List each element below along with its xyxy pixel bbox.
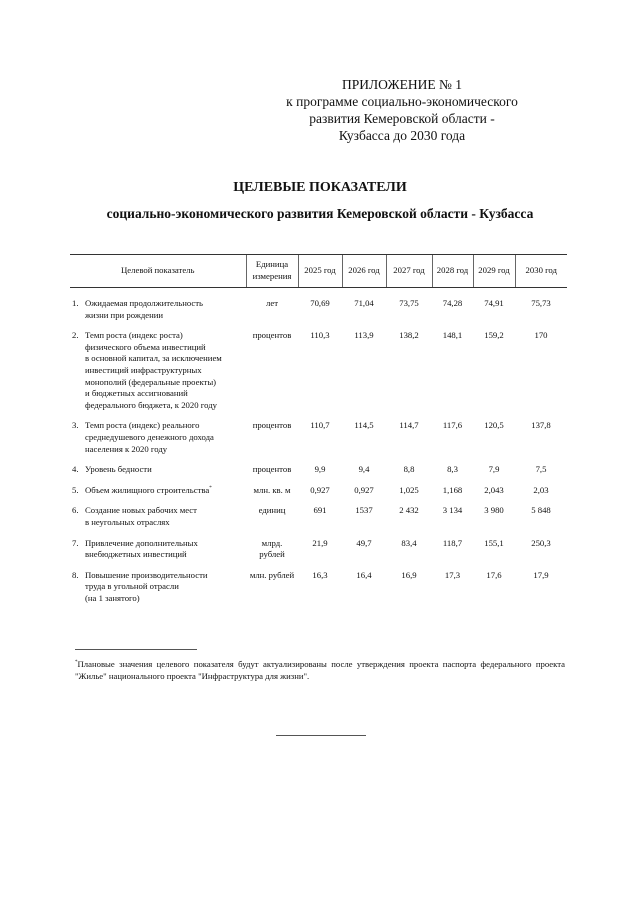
value-cell: 2,03 xyxy=(533,484,549,495)
indicator-label xyxy=(85,581,244,593)
indicator-label xyxy=(85,593,244,605)
value-cell: 74,91 xyxy=(484,298,504,308)
indicator-cell xyxy=(70,330,246,420)
value-cell: 117,6 xyxy=(442,420,463,431)
value-cell: 138,2 xyxy=(399,330,419,341)
indicator-label xyxy=(85,342,244,354)
value-cell: 9,9 xyxy=(314,464,326,475)
column-header: 2025 год xyxy=(298,255,342,288)
value-cell: 9,4 xyxy=(358,464,370,475)
value-cell: 75,73 xyxy=(531,298,551,308)
value-cell: 170 xyxy=(534,330,548,341)
indicator-label xyxy=(85,310,244,322)
value-cell: 16,4 xyxy=(356,569,372,580)
appendix-header xyxy=(242,76,562,144)
value-cell: 137,8 xyxy=(531,420,551,431)
indicator-cell xyxy=(70,538,246,570)
value-cell: 7,5 xyxy=(535,464,547,475)
value-cell: 691 xyxy=(313,505,327,516)
indicator-label-text: в неугольных отраслях xyxy=(85,516,170,527)
indicators-table xyxy=(70,254,567,613)
value-cell: 120,5 xyxy=(484,420,504,431)
indicator-label-text: Ожидаемая продолжительность xyxy=(85,298,204,308)
table-body xyxy=(70,288,567,614)
value-cell: 2 432 xyxy=(399,505,419,516)
value-cell: 49,7 xyxy=(356,537,372,548)
indicator-label-text: Повышение производительности xyxy=(85,569,208,580)
value-cell: 8,8 xyxy=(403,464,415,475)
unit-cell: лет xyxy=(266,298,278,308)
indicator-cell xyxy=(70,420,246,464)
value-cell: 114,5 xyxy=(354,420,374,431)
row-number: 3. xyxy=(72,420,79,431)
table-row xyxy=(70,505,567,537)
value-cell: 83,4 xyxy=(401,537,417,548)
row-number: 8. xyxy=(72,569,79,580)
value-cell: 159,2 xyxy=(484,330,504,341)
value-cell: 148,1 xyxy=(442,330,463,341)
value-cell: 3 980 xyxy=(484,505,504,516)
unit-cell: млн. рублей xyxy=(249,569,295,580)
value-cell: 0,927 xyxy=(354,484,374,495)
value-cell: 74,28 xyxy=(442,298,463,308)
indicator-label xyxy=(85,365,244,377)
table-header-row xyxy=(70,255,567,288)
appendix-line: к программе социально-экономического xyxy=(286,94,518,109)
value-cell: 70,69 xyxy=(310,298,330,308)
indicator-label-text: Уровень бедности xyxy=(85,464,152,475)
value-cell: 1537 xyxy=(355,505,373,516)
column-header: 2027 год xyxy=(386,255,432,288)
footnote-mark: * xyxy=(75,660,78,665)
table-row xyxy=(70,485,567,506)
appendix-title: ПРИЛОЖЕНИЕ № 1 xyxy=(341,77,463,92)
indicator-label xyxy=(85,377,244,389)
value-cell: 17,6 xyxy=(486,569,502,580)
value-cell: 1,025 xyxy=(399,484,419,495)
table-row xyxy=(70,538,567,570)
unit-cell: процентов xyxy=(252,330,292,341)
footnote-text: Плановые значения целевого показателя будут актуализированы после утверждения проекта паспорта федерального проекта "Жилье" национального проекта "Инфраструктура для жизни". xyxy=(75,658,565,681)
indicator-label-text: федерального бюджета, к 2020 году xyxy=(85,399,217,410)
table-row xyxy=(70,330,567,420)
value-cell: 110,3 xyxy=(310,330,330,341)
unit-cell: единиц xyxy=(258,505,286,516)
indicator-label-text: населения к 2020 году xyxy=(85,443,168,454)
document-subtitle: социально-экономического развития Кемеровской области - Кузбасса xyxy=(106,206,534,221)
indicator-cell xyxy=(70,298,246,330)
footnote xyxy=(75,657,565,682)
row-number: 5. xyxy=(72,484,79,495)
value-cell: 16,3 xyxy=(312,569,328,580)
row-number: 4. xyxy=(72,464,79,475)
value-cell: 2,043 xyxy=(484,484,504,495)
indicator-label xyxy=(85,432,244,444)
unit-cell: млрд. рублей xyxy=(259,537,285,560)
indicator-label-text: монополий (федеральные проекты) xyxy=(85,376,217,387)
indicator-label xyxy=(85,464,244,476)
unit-cell: млн. кв. м xyxy=(253,484,291,495)
indicator-label xyxy=(85,420,244,432)
indicator-label-text: труда в угольной отрасли xyxy=(85,581,179,592)
indicator-label xyxy=(85,444,244,456)
indicator-label-text: Темп роста (индекс) реального xyxy=(85,420,200,431)
indicator-label-text: физического объема инвестиций xyxy=(85,341,206,352)
value-cell: 8,3 xyxy=(447,464,458,475)
unit-cell: процентов xyxy=(252,420,292,431)
value-cell: 0,927 xyxy=(310,484,330,495)
column-header: Единица измерения xyxy=(246,255,298,288)
indicator-label-text: внебюджетных инвестиций xyxy=(85,549,187,560)
table-row xyxy=(70,570,567,614)
indicator-label-text: инвестиций инфраструктурных xyxy=(85,364,202,375)
indicator-label xyxy=(85,353,244,365)
row-number: 7. xyxy=(72,537,79,548)
indicator-label xyxy=(85,570,244,582)
column-header: 2030 год xyxy=(515,255,567,288)
value-cell: 155,1 xyxy=(484,537,504,548)
indicator-label xyxy=(85,517,244,529)
end-divider xyxy=(276,735,366,736)
indicator-label xyxy=(85,505,244,517)
indicator-label-text: в основной капитал, за исключением xyxy=(85,353,222,364)
column-header: 2029 год xyxy=(473,255,515,288)
column-header: Целевой показатель xyxy=(70,255,246,288)
footnote-divider xyxy=(75,649,197,650)
table-row xyxy=(70,420,567,464)
table-row xyxy=(70,464,567,485)
indicator-label xyxy=(85,549,244,561)
indicator-cell xyxy=(70,505,246,537)
value-cell: 16,9 xyxy=(401,569,417,580)
document-title: ЦЕЛЕВЫЕ ПОКАЗАТЕЛИ xyxy=(233,180,407,195)
column-header: 2026 год xyxy=(342,255,386,288)
value-cell: 71,04 xyxy=(354,298,374,308)
indicator-cell xyxy=(70,570,246,614)
footnote-reference: * xyxy=(209,485,212,491)
indicator-label-text: Создание новых рабочих мест xyxy=(85,505,197,516)
indicator-label xyxy=(85,485,244,497)
column-header: 2028 год xyxy=(432,255,473,288)
appendix-line: развития Кемеровской области - xyxy=(309,111,495,126)
value-cell: 5 848 xyxy=(531,505,551,516)
value-cell: 17,3 xyxy=(444,569,461,580)
value-cell: 113,9 xyxy=(354,330,374,341)
value-cell: 110,7 xyxy=(310,420,330,431)
table-row xyxy=(70,298,567,330)
indicator-label-text: Объем жилищного строительства xyxy=(85,484,210,495)
indicator-label xyxy=(85,400,244,412)
value-cell: 1,168 xyxy=(442,484,463,495)
indicator-label xyxy=(85,388,244,400)
indicator-label xyxy=(85,298,244,310)
value-cell: 250,3 xyxy=(531,537,551,548)
row-number: 1. xyxy=(72,298,79,308)
indicator-label-text: (на 1 занятого) xyxy=(85,592,140,603)
indicator-cell xyxy=(70,464,246,485)
indicator-label-text: Темп роста (индекс роста) xyxy=(85,330,183,341)
value-cell: 17,9 xyxy=(533,569,549,580)
value-cell: 3 134 xyxy=(442,505,463,516)
appendix-line: Кузбасса до 2030 года xyxy=(338,128,466,143)
indicator-cell xyxy=(70,485,246,506)
value-cell: 118,7 xyxy=(442,537,463,548)
value-cell: 114,7 xyxy=(399,420,419,431)
indicator-label-text: и бюджетных ассигнований xyxy=(85,388,188,399)
value-cell: 7,9 xyxy=(488,464,500,475)
row-number: 2. xyxy=(72,330,79,341)
value-cell: 21,9 xyxy=(312,537,328,548)
indicator-label xyxy=(85,330,244,342)
indicator-label-text: среднедушевого денежного дохода xyxy=(85,431,214,442)
indicator-label xyxy=(85,538,244,550)
row-number: 6. xyxy=(72,505,79,516)
indicator-label-text: Привлечение дополнительных xyxy=(85,537,198,548)
unit-cell: процентов xyxy=(252,464,292,475)
indicator-label-text: жизни при рождении xyxy=(85,309,164,320)
value-cell: 73,75 xyxy=(399,298,419,308)
